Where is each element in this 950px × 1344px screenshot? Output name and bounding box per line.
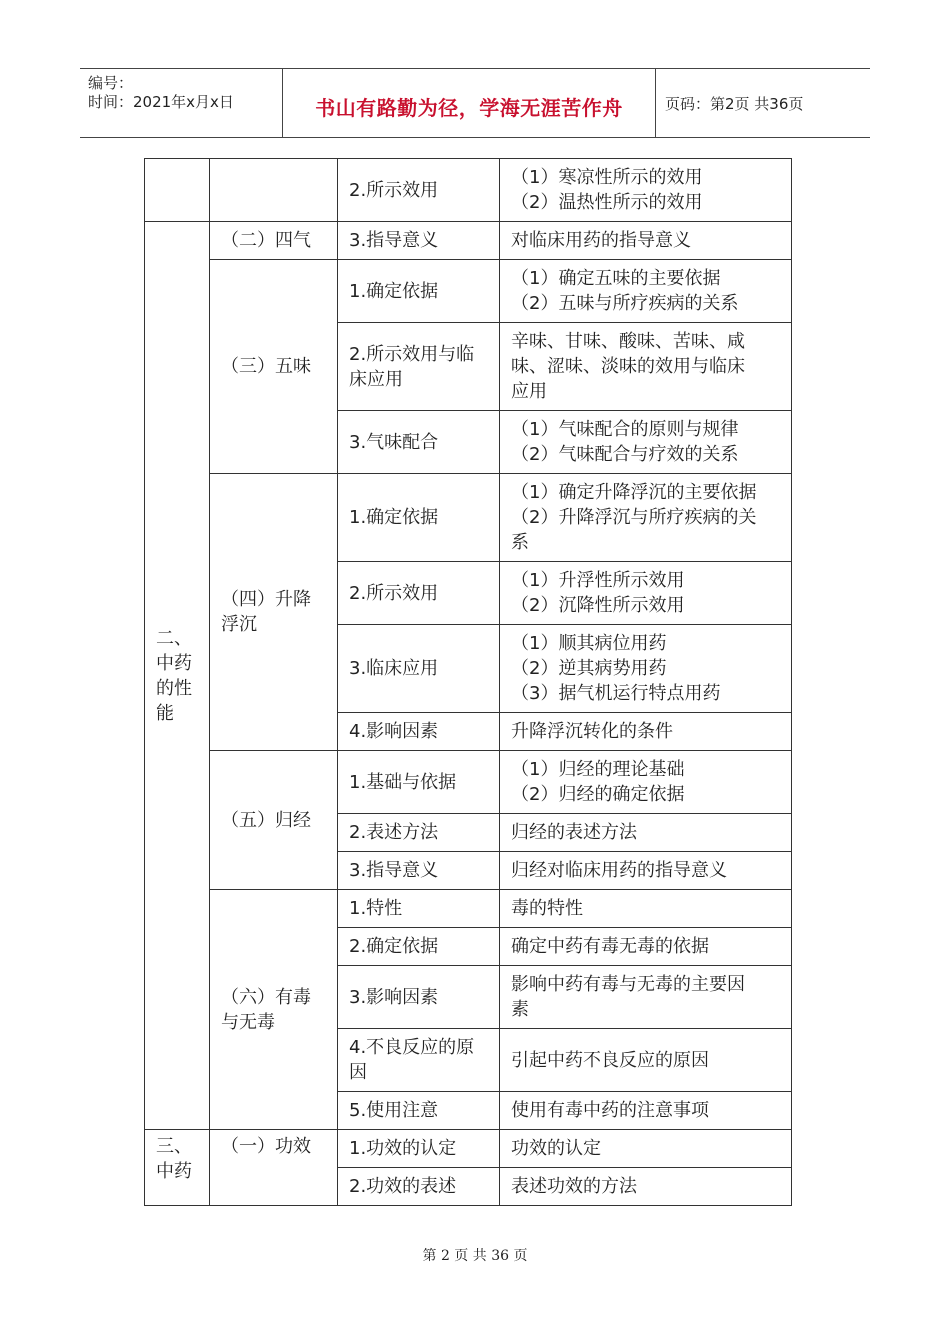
time-label: 时间：2021年x月x日	[88, 93, 234, 111]
table-row	[145, 474, 792, 562]
content-cell: （1）气味配合的原则与规律 （2）气味配合与疗效的关系	[500, 411, 792, 474]
section-cell-wuwei: （三）五味	[210, 260, 338, 474]
table-row	[145, 222, 792, 260]
content-cell: 引起中药不良反应的原因	[500, 1029, 792, 1092]
section-cell-gongxiao: （一）功效	[210, 1130, 338, 1206]
item-cell: 2.所示效用	[338, 159, 500, 222]
item-cell: 1.特性	[338, 890, 500, 928]
item-cell: 3.指导意义	[338, 852, 500, 890]
content-cell: 表述功效的方法	[500, 1168, 792, 1206]
header-meta-cell	[80, 69, 282, 137]
content-cell: （1）寒凉性所示的效用 （2）温热性所示的效用	[500, 159, 792, 222]
category-cell-empty	[145, 159, 210, 222]
header-motto-cell	[282, 69, 656, 137]
item-cell: 3.影响因素	[338, 966, 500, 1029]
page-footer: 第 2 页 共 36 页	[422, 1248, 528, 1264]
section-cell-guijing: （五）归经	[210, 751, 338, 890]
content-cell: （1）顺其病位用药 （2）逆其病势用药 （3）据气机运行特点用药	[500, 625, 792, 713]
page-info: 页码：第2页 共36页	[665, 95, 804, 113]
content-cell: （1）确定五味的主要依据 （2）五味与所疗疾病的关系	[500, 260, 792, 323]
category-cell-performance: 二、 中药 的性 能	[145, 222, 210, 1130]
syllabus-table	[144, 158, 792, 1206]
table-row	[145, 890, 792, 928]
motto-text: 书山有路勤为径，学海无涯苦作舟	[315, 96, 623, 120]
item-cell: 4.影响因素	[338, 713, 500, 751]
content-cell: 归经对临床用药的指导意义	[500, 852, 792, 890]
content-cell: （1）升浮性所示效用 （2）沉降性所示效用	[500, 562, 792, 625]
item-cell: 4.不良反应的原 因	[338, 1029, 500, 1092]
content-cell: 升降浮沉转化的条件	[500, 713, 792, 751]
content-cell: （1）确定升降浮沉的主要依据 （2）升降浮沉与所疗疾病的关 系	[500, 474, 792, 562]
item-cell: 1.确定依据	[338, 260, 500, 323]
table-row	[145, 751, 792, 814]
category-cell-efficacy: 三、 中药	[145, 1130, 210, 1206]
item-cell: 3.临床应用	[338, 625, 500, 713]
item-cell: 1.确定依据	[338, 474, 500, 562]
item-cell: 1.功效的认定	[338, 1130, 500, 1168]
content-cell: 归经的表述方法	[500, 814, 792, 852]
item-cell: 2.功效的表述	[338, 1168, 500, 1206]
item-cell: 3.气味配合	[338, 411, 500, 474]
table-row	[145, 1130, 792, 1168]
section-cell-youdu: （六）有毒 与无毒	[210, 890, 338, 1130]
content-cell: 影响中药有毒与无毒的主要因 素	[500, 966, 792, 1029]
item-cell: 1.基础与依据	[338, 751, 500, 814]
content-cell: 毒的特性	[500, 890, 792, 928]
content-cell: （1）归经的理论基础 （2）归经的确定依据	[500, 751, 792, 814]
content-cell: 辛味、甘味、酸味、苦味、咸 味、涩味、淡味的效用与临床 应用	[500, 323, 792, 411]
table-row	[145, 159, 792, 222]
section-cell-empty	[210, 159, 338, 222]
item-cell: 5.使用注意	[338, 1092, 500, 1130]
number-label: 编号：	[88, 74, 134, 92]
table-row	[145, 260, 792, 323]
content-cell: 使用有毒中药的注意事项	[500, 1092, 792, 1130]
page-header	[80, 68, 870, 138]
section-cell-siqi: （二）四气	[210, 222, 338, 260]
content-cell: 对临床用药的指导意义	[500, 222, 792, 260]
content-cell: 功效的认定	[500, 1130, 792, 1168]
item-cell: 2.所示效用	[338, 562, 500, 625]
item-cell: 2.所示效用与临 床应用	[338, 323, 500, 411]
content-cell: 确定中药有毒无毒的依据	[500, 928, 792, 966]
item-cell: 3.指导意义	[338, 222, 500, 260]
item-cell: 2.表述方法	[338, 814, 500, 852]
section-cell-shengjiang: （四）升降 浮沉	[210, 474, 338, 751]
item-cell: 2.确定依据	[338, 928, 500, 966]
header-page-cell	[655, 69, 870, 137]
